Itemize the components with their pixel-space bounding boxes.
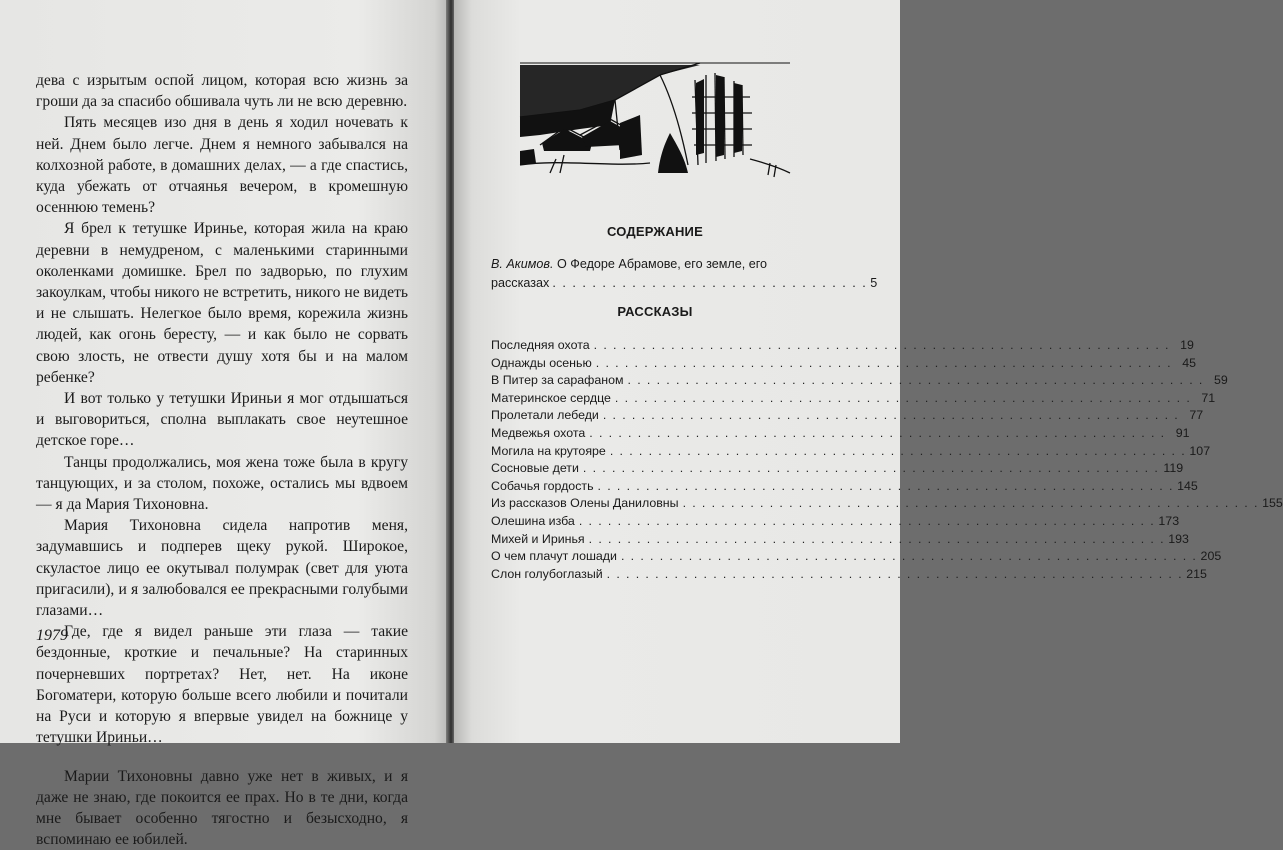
dot-leader [598, 479, 1174, 493]
paragraph: Танцы продолжались, моя жена тоже была в кругу танцующих, и за столом, похоже, остались мы вдвоем — я да Мария Тихоновна. [36, 452, 408, 516]
dot-leader [628, 373, 1204, 387]
contents-entry [491, 356, 832, 374]
intro-title-continued: рассказах [491, 274, 549, 293]
entry-title: В Питер за сарафаном [491, 373, 624, 387]
entry-title: Могила на крутояре [491, 444, 606, 458]
entry-page-number: 91 [1168, 426, 1190, 440]
village-winter-sketch-icon [520, 55, 790, 185]
dot-leader [607, 567, 1183, 581]
contents-entry [491, 444, 832, 462]
dot-leader [583, 461, 1159, 475]
contents-list [491, 338, 832, 584]
paragraph: И вот только у тетушки Ириньи я мог отдышаться и выговориться, сполна выплакать свое неутешное детское горе… [36, 388, 408, 452]
entry-page-number: 205 [1199, 549, 1221, 563]
dot-leader [610, 444, 1186, 458]
intro-title: О Федоре Абрамове, его земле, его [557, 257, 767, 271]
entry-page-number: 59 [1206, 373, 1228, 387]
entry-title: Олешина изба [491, 514, 575, 528]
dot-leader [589, 426, 1165, 440]
contents-entry [491, 479, 832, 497]
intro-entry-line-1 [491, 255, 826, 274]
entry-title: Пролетали лебеди [491, 408, 599, 422]
dot-leader [621, 549, 1197, 563]
entry-title: Материнское сердце [491, 391, 611, 405]
intro-page-number: 5 [870, 274, 877, 293]
left-page [0, 0, 448, 743]
entry-page-number: 19 [1172, 338, 1194, 352]
entry-page-number: 45 [1174, 356, 1196, 370]
paragraph: Я брел к тетушке Иринье, которая жила на краю деревни в немудреном, с маленькими старинными околенками домишке. Брел по задворью, по глухим закоулкам, чтобы никого не встретить, никого не видеть и не слышать. Нелегкое было время, корежила жизнь людей, как огонь бересту, — и как было не сорвать свою злость, не отвести душу хотя бы и на малом ребенке? [36, 218, 408, 388]
entry-title: Последняя охота [491, 338, 590, 352]
dot-leader [596, 356, 1172, 370]
story-text [36, 70, 408, 850]
entry-page-number: 107 [1188, 444, 1210, 458]
contents-entry [491, 426, 832, 444]
entry-page-number: 119 [1161, 461, 1183, 475]
entry-page-number: 77 [1181, 408, 1203, 422]
contents-entry [491, 549, 832, 567]
dot-leader [683, 496, 1259, 510]
intro-leader: . . . . . . . . . . . . . . . . . . . . . . . . . . . . . . . . [552, 274, 867, 293]
contents-entry [491, 461, 832, 479]
dot-leader [594, 338, 1170, 352]
dot-leader [615, 391, 1191, 405]
entry-page-number: 71 [1193, 391, 1215, 405]
contents-entry [491, 514, 832, 532]
paragraph: Пять месяцев изо дня в день я ходил ночевать к ней. Днем было легче. Днем я немного забывался на колхозной работе, в домашних делах, — а где спастись, куда убежать от отчаянья вечером, в кромешную осеннюю темень? [36, 112, 408, 218]
contents-heading: СОДЕРЖАНИЕ [490, 224, 820, 239]
contents-entry [491, 391, 832, 409]
paragraph: Мария Тихоновна сидела напротив меня, задумавшись и подперев щеку рукой. Широкое, скуластое лицо ее окутывал полумрак (свет для уюта пригасили), и я залюбовался ее прекрасными голубыми глазами… [36, 515, 408, 621]
contents-entry [491, 496, 832, 514]
entry-title: Медвежья охота [491, 426, 585, 440]
entry-title: Однажды осенью [491, 356, 592, 370]
dot-leader [579, 514, 1155, 528]
entry-title: Михей и Иринья [491, 532, 585, 546]
contents-entry [491, 532, 832, 550]
entry-page-number: 173 [1157, 514, 1179, 528]
entry-title: Из рассказов Олены Даниловны [491, 496, 679, 510]
contents-entry [491, 373, 832, 391]
intro-entry-line-2 [491, 274, 826, 293]
entry-title: Собачья гордость [491, 479, 594, 493]
intro-author: В. Акимов. [491, 257, 553, 271]
entry-page-number: 155 [1261, 496, 1283, 510]
entry-title: Слон голубоглазый [491, 567, 603, 581]
paragraph: Где, где я видел раньше эти глаза — такие бездонные, кроткие и печальные? На старинных почерневших портретах? Нет, нет. На иконе Богоматери, которую больше всего любили и почитали на Руси и которую я впервые увидел на божнице у тетушки Ириньи… [36, 621, 408, 748]
contents-entry [491, 567, 832, 585]
stories-heading: РАССКАЗЫ [490, 304, 820, 319]
contents-entry [491, 338, 832, 356]
paragraph: дева с изрытым оспой лицом, которая всю жизнь за гроши да за спасибо обшивала чуть ли не всю деревню. [36, 70, 408, 112]
entry-title: Сосновые дети [491, 461, 579, 475]
intro-entry [491, 255, 826, 293]
paragraph: Марии Тихоновны давно уже нет в живых, и я даже не знаю, где покоится ее прах. Но в те дни, когда мне бывает особенно тягостно и безысходно, я вспоминаю ее юбилей. [36, 766, 408, 850]
entry-page-number: 215 [1185, 567, 1207, 581]
dot-leader [603, 408, 1179, 422]
date-of-writing: 1979 [36, 627, 68, 645]
contents-entry [491, 408, 832, 426]
entry-title: О чем плачут лошади [491, 549, 617, 563]
entry-page-number: 193 [1167, 532, 1189, 546]
dot-leader [589, 532, 1165, 546]
entry-page-number: 145 [1176, 479, 1198, 493]
